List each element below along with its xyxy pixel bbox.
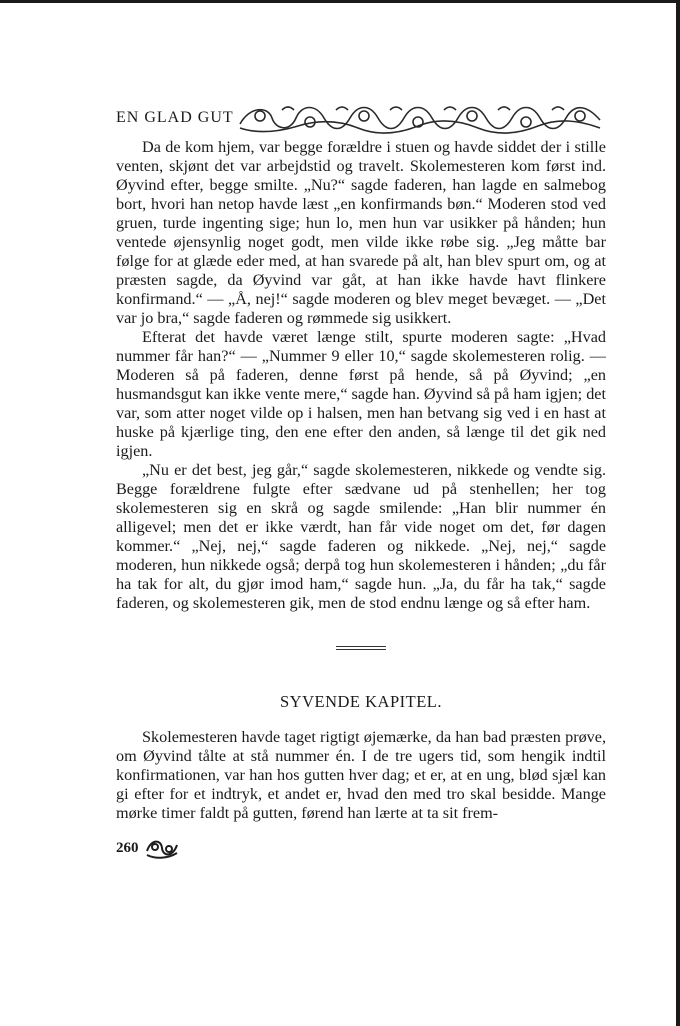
page-right-edge	[676, 0, 680, 1026]
section-divider	[336, 646, 386, 650]
divider-line-top	[336, 646, 386, 647]
book-page	[116, 100, 606, 863]
new-chapter-text	[116, 728, 606, 823]
paragraph-2: Efterat det havde været længe stilt, spurte moderen sagte: „Hvad nummer får han?“ — „Nummer 9 eller 10,“ sagde skolemesteren rolig. — Moderen så på faderen, denne først på hende, så på Øyvind; „en husmandsgut kan ikke vente mere,“ sagde han. Øyvind så på ham igjen; det var, som atter noget vilde op i halsen, men han betvang sig ved i en hast at huske på kjærlige ting, den ene efter den anden, så længe til det gik ned igjen.	[116, 328, 606, 460]
chapter-text	[116, 138, 606, 613]
chapter-heading: SYVENDE KAPITEL.	[280, 692, 442, 711]
page-number: 260	[116, 839, 139, 856]
ornamental-scroll-icon	[238, 102, 604, 134]
page-top-edge	[0, 0, 680, 3]
ornament-flourish-icon	[145, 837, 179, 859]
running-head	[116, 100, 606, 136]
divider-line-bottom	[336, 649, 386, 650]
paragraph-4: Skolemesteren havde taget rigtigt øjemærke, da han bad præsten prøve, om Øyvind tålte at stå nummer én. I de tre ugers tid, som hengik indtil konfirmationen, var han hos gutten hver dag; et er, at en ung, blød sjæl kan gi efter for et indtryk, et andet er, hvad den med tro skal besidde. Mange mørke timer faldt på gutten, førend han lærte at ta sit frem-	[116, 728, 606, 822]
paragraph-3: „Nu er det best, jeg går,“ sagde skolemesteren, nikkede og vendte sig. Begge forældrene fulgte efter sædvane ud på stenhellen; her tog skolemesteren sig en skrå og sagde smilende: „Han blir nummer én alligevel; men det er ikke værdt, han får vide noget om det, før dagen kommer.“ „Nej, nej,“ sagde faderen og nikkede. „Nej, nej,“ sagde moderen, hun nikkede også; derpå tog hun skolemesteren i hånden; „du får ha tak for alt, du gjør imod ham,“ sagde hun. „Ja, du får ha tak,“ sagde faderen, og skolemesteren gik, men de stod endnu længe og så efter ham.	[116, 461, 606, 612]
paragraph-1: Da de kom hjem, var begge forældre i stuen og havde siddet der i stille venten, skjønt det var arbejdstid og travelt. Skolemesteren kom først ind. Øyvind efter, begge smilte. „Nu?“ sagde faderen, han lagde en salmebog bort, hvori han netop havde læst „en konfirmands bøn.“ Moderen stod ved gruen, turde ingenting sige; hun lo, men hun var usikker på hånden; hun ventede øjensynlig noget godt, men vilde ikke røbe sig. „Jeg måtte bar følge for at glæde eder med, at han svarede på alt, han blev spurt om, og at præsten sagde, da Øyvind var gåt, at han ikke havde havt flinkere konfirmand.“ — „Å, nej!“ sagde moderen og blev meget bevæget. — „Det var jo bra,“ sagde faderen og rømmede sig usikkert.	[116, 138, 606, 327]
page-footer	[116, 833, 606, 863]
running-title: EN GLAD GUT	[116, 109, 234, 126]
